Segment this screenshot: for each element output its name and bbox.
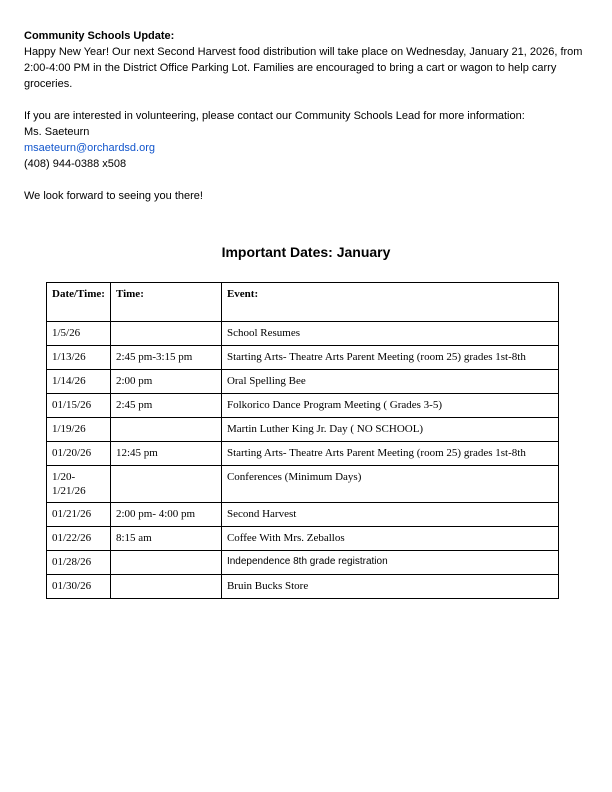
row-time — [110, 551, 221, 575]
row-event: Starting Arts- Theatre Arts Parent Meeting (room 25) grades 1st-8th — [221, 442, 558, 466]
row-time — [110, 322, 221, 346]
row-event: Coffee With Mrs. Zeballos — [221, 527, 558, 551]
table-row — [47, 551, 559, 575]
row-date: 1/19/26 — [47, 418, 111, 442]
row-date: 01/15/26 — [47, 394, 111, 418]
table-row — [47, 442, 559, 466]
update-paragraph-volunteer: If you are interested in volunteering, please contact our Community Schools Lead for more information: — [24, 110, 525, 122]
row-time: 2:00 pm- 4:00 pm — [110, 503, 221, 527]
row-date: 01/21/26 — [47, 503, 111, 527]
row-event: Independence 8th grade registration — [221, 551, 558, 575]
table-row — [47, 394, 559, 418]
row-time — [110, 418, 221, 442]
table-row — [47, 575, 559, 599]
update-heading: Community Schools Update: — [24, 30, 175, 42]
row-time — [110, 466, 221, 503]
row-date: 1/14/26 — [47, 370, 111, 394]
row-event: Martin Luther King Jr. Day ( NO SCHOOL) — [221, 418, 558, 442]
row-event: Second Harvest — [221, 503, 558, 527]
table-row — [47, 503, 559, 527]
table-row — [47, 322, 559, 346]
row-time: 12:45 pm — [110, 442, 221, 466]
row-event: Oral Spelling Bee — [221, 370, 558, 394]
header-date: Date/Time: — [47, 283, 111, 322]
community-update-section — [24, 28, 590, 204]
row-date: 01/22/26 — [47, 527, 111, 551]
table-row — [47, 370, 559, 394]
update-closing: We look forward to seeing you there! — [24, 190, 203, 202]
header-event: Event: — [221, 283, 558, 322]
row-date: 01/20/26 — [47, 442, 111, 466]
contact-email-link[interactable]: msaeteurn@orchardsd.org — [24, 142, 156, 154]
important-dates-title: Important Dates: January — [221, 244, 391, 260]
row-event: School Resumes — [221, 322, 558, 346]
update-paragraph-food-distribution: Happy New Year! Our next Second Harvest food distribution will take place on Wednesday, January 21, 2026, from 2:00-4:00 PM in the District Office Parking Lot. Families are encouraged to bring a cart or wagon to help carry groceries. — [24, 46, 583, 90]
row-event: Conferences (Minimum Days) — [221, 466, 558, 503]
header-time: Time: — [110, 283, 221, 322]
spacer — [24, 92, 590, 108]
row-date: 1/13/26 — [47, 346, 111, 370]
table-row — [47, 418, 559, 442]
row-date: 01/30/26 — [47, 575, 111, 599]
table-row — [47, 346, 559, 370]
row-time: 2:45 pm — [110, 394, 221, 418]
table-row — [47, 466, 559, 503]
contact-phone: (408) 944-0388 x508 — [24, 158, 127, 170]
row-time: 8:15 am — [110, 527, 221, 551]
table-row — [47, 527, 559, 551]
row-date: 01/28/26 — [47, 551, 111, 575]
row-time — [110, 575, 221, 599]
spacer — [24, 172, 590, 188]
row-event: Folkorico Dance Program Meeting ( Grades 3-5) — [221, 394, 558, 418]
row-time: 2:00 pm — [110, 370, 221, 394]
table-header-row — [47, 283, 559, 322]
row-event: Bruin Bucks Store — [221, 575, 558, 599]
row-date: 1/5/26 — [47, 322, 111, 346]
row-date: 1/20-1/21/26 — [47, 466, 111, 503]
row-time: 2:45 pm-3:15 pm — [110, 346, 221, 370]
important-dates-table — [46, 282, 559, 599]
row-event: Starting Arts- Theatre Arts Parent Meeting (room 25) grades 1st-8th — [221, 346, 558, 370]
contact-name: Ms. Saeteurn — [24, 126, 90, 138]
